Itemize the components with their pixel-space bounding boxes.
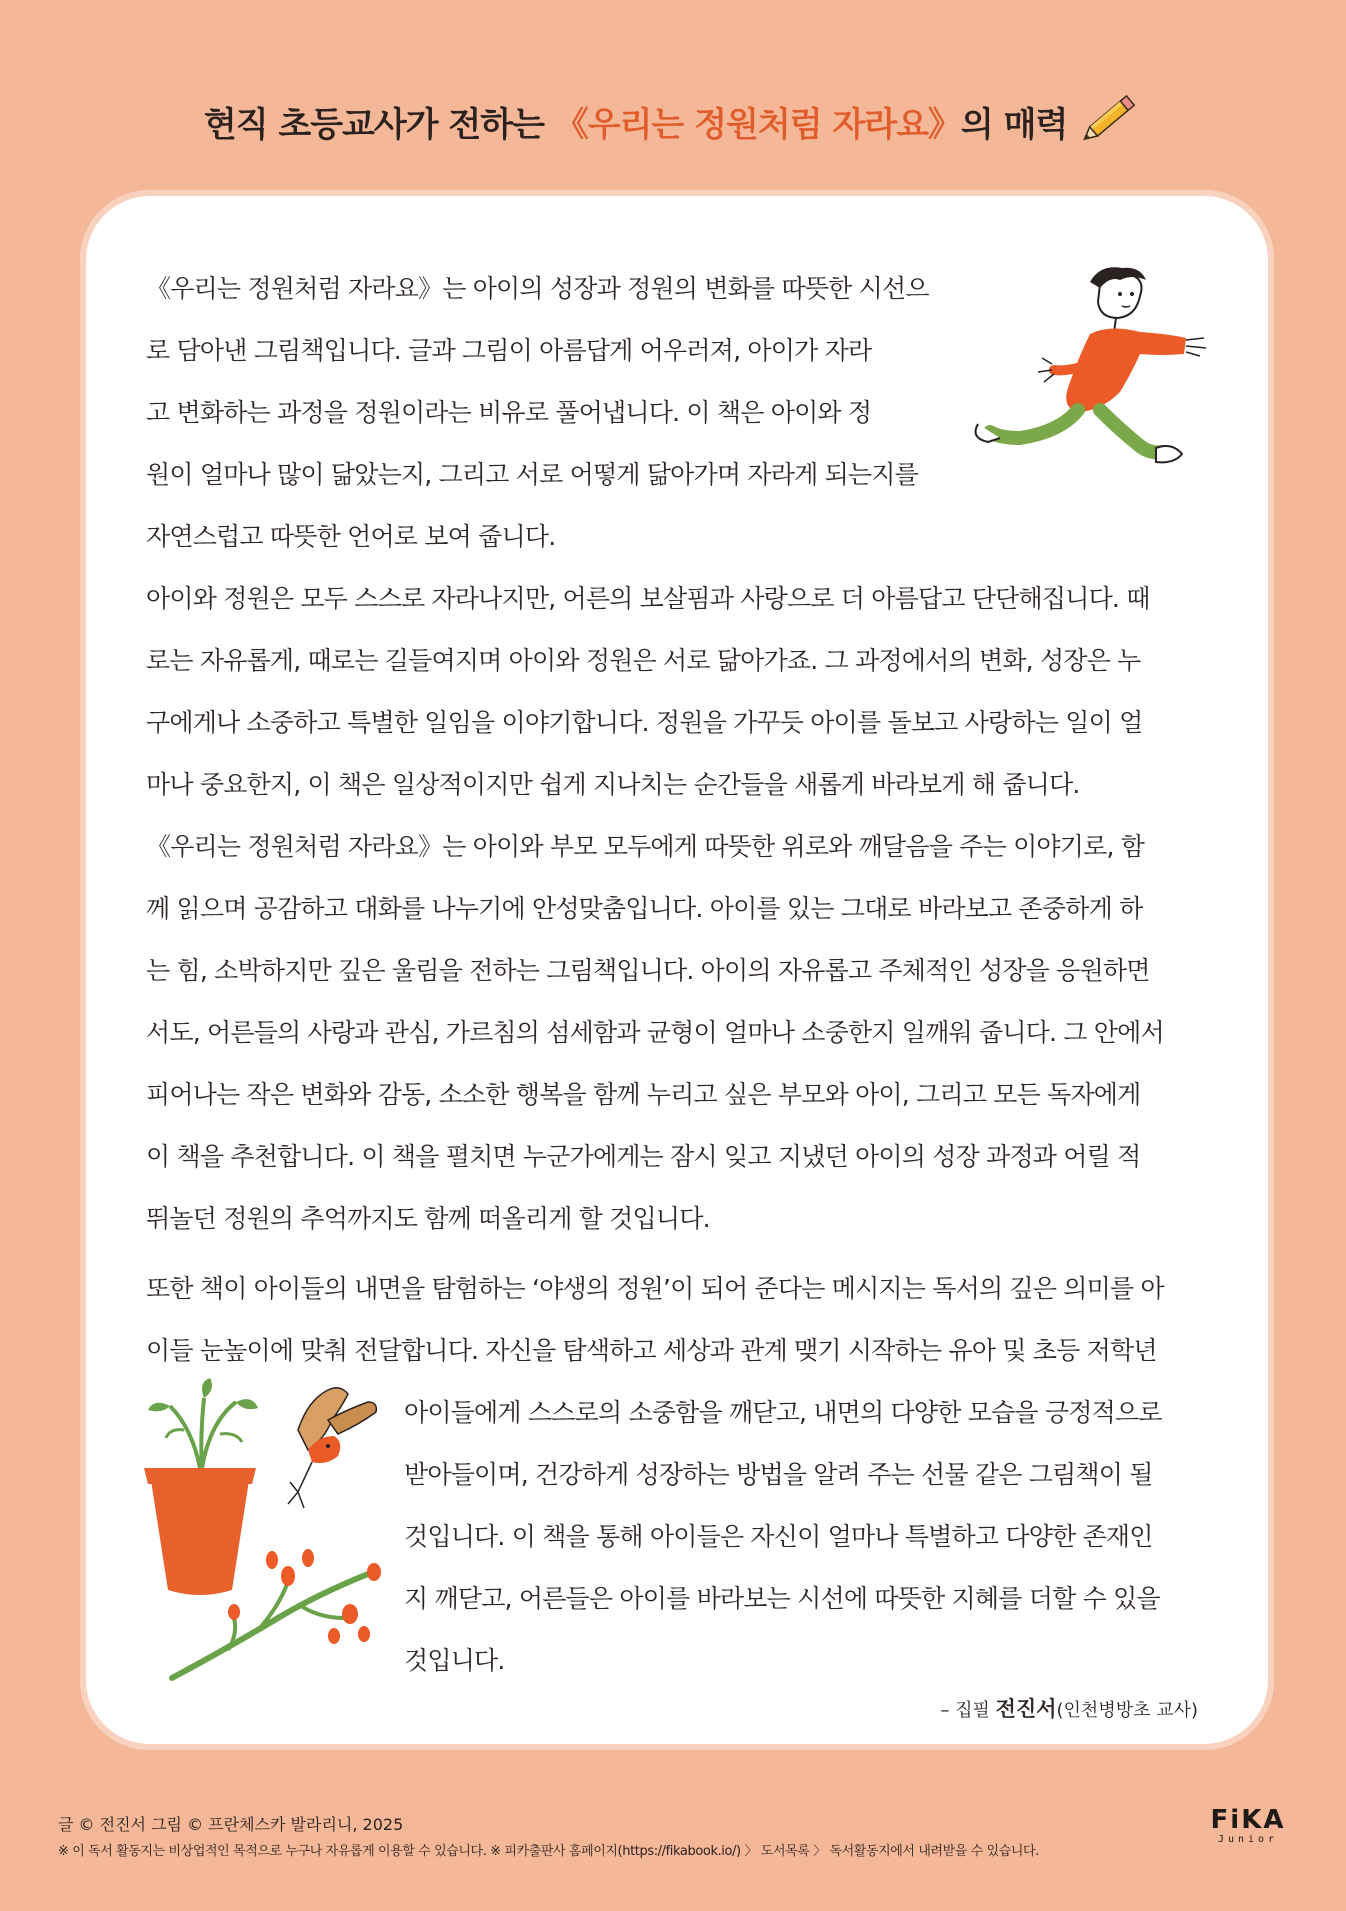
title-suffix: 의 매력 [960,105,1068,145]
title-prefix: 현직 초등교사가 전하는 [203,105,555,145]
text-line: 원이 얼마나 많이 닮았는지, 그리고 서로 어떻게 닮아가며 자라게 되는지를 [146,460,918,489]
title-book-name: 《우리는 정원처럼 자라요》 [554,105,961,145]
pencil-icon [1082,90,1142,151]
text-line: 로 담아낸 그림책입니다. 글과 그림이 아름답게 어우러져, 아이가 자라 [146,336,872,365]
signature-prefix: – 집필 [940,1700,996,1721]
text-line: 이 책을 추천합니다. 이 책을 펼치면 누군가에게는 잠시 잊고 지냈던 아이의 성장 과정과 어릴 적 [146,1142,1141,1171]
paragraph-closing-continued [404,1382,1204,1692]
text-line: 고 변화하는 과정을 정원이라는 비유로 풀어냅니다. 이 책은 아이와 정 [146,398,872,427]
logo-main-text: FiKA [1210,1805,1286,1835]
author-name: 전진서 [995,1697,1057,1721]
paragraph-intro [146,258,966,568]
text-line: 것입니다. [404,1646,505,1675]
flower-branch-illustration [168,1538,388,1688]
text-line: 아이들에게 스스로의 소중함을 깨닫고, 내면의 다양한 모습을 긍정적으로 [404,1398,1162,1427]
text-line: 《우리는 정원처럼 자라요》는 아이의 성장과 정원의 변화를 따뜻한 시선으 [146,274,929,303]
footer-note: ※ 이 독서 활동지는 비상업적인 목적으로 누구나 자유롭게 이용할 수 있습니다. ※ 피카출판사 홈페이지(https://fikabook.io/) 〉 도서목록 〉 독서활동지에서 내려받을 수 있습니다. [58,1844,1039,1859]
author-affiliation: (인천병방초 교사) [1056,1700,1198,1721]
paragraph-closing [146,1258,1206,1382]
text-line: 받아들이며, 건강하게 성장하는 방법을 알려 주는 선물 같은 그림책이 될 [404,1460,1153,1489]
text-line: 마나 중요한지, 이 책은 일상적이지만 쉽게 지나치는 순간들을 새롭게 바라보게 해 줍니다. [146,770,1080,799]
text-line: 《우리는 정원처럼 자라요》는 아이와 부모 모두에게 따뜻한 위로와 깨달음을 주는 이야기로, 함 [146,832,1145,861]
author-signature [940,1693,1198,1723]
footer-credit: 글 © 전진서 그림 © 프란체스카 발라리니, 2025 [58,1815,404,1834]
text-line: 아이와 정원은 모두 스스로 자라나지만, 어른의 보살핌과 사랑으로 더 아름답고 단단해집니다. 때 [146,584,1150,613]
text-line: 로는 자유롭게, 때로는 길들여지며 아이와 정원은 서로 닮아가죠. 그 과정에서의 변화, 성장은 누 [146,646,1141,675]
text-line: 지 깨닫고, 어른들은 아이를 바라보는 시선에 따뜻한 지혜를 더할 수 있을 [404,1584,1160,1613]
paragraph-main [146,568,1206,1250]
fika-junior-logo [1210,1806,1286,1845]
page-title [0,96,1346,157]
text-line: 것입니다. 이 책을 통해 아이들은 자신이 얼마나 특별하고 다양한 존재인 [404,1522,1153,1551]
text-line: 자연스럽고 따뜻한 언어로 보여 줍니다. [146,522,556,551]
bird-illustration [268,1380,388,1520]
running-boy-illustration [950,262,1220,482]
text-line: 피어나는 작은 변화와 감동, 소소한 행복을 함께 누리고 싶은 부모와 아이, 그리고 모든 독자에게 [146,1080,1141,1109]
logo-sub-text: Junior [1217,1834,1279,1845]
text-line: 서도, 어른들의 사랑과 관심, 가르침의 섬세함과 균형이 얼마나 소중한지 일깨워 줍니다. 그 안에서 [146,1018,1164,1047]
text-line: 또한 책이 아이들의 내면을 탐험하는 ‘야생의 정원’이 되어 준다는 메시지는 독서의 깊은 의미를 아 [146,1274,1164,1303]
text-line: 구에게나 소중하고 특별한 일임을 이야기합니다. 정원을 가꾸듯 아이를 돌보고 사랑하는 일이 얼 [146,708,1143,737]
text-line: 께 읽으며 공감하고 대화를 나누기에 안성맞춤입니다. 아이를 있는 그대로 바라보고 존중하게 하 [146,894,1143,923]
text-line: 뛰놀던 정원의 추억까지도 함께 떠올리게 할 것입니다. [146,1204,710,1233]
text-line: 는 힘, 소박하지만 깊은 울림을 전하는 그림책입니다. 아이의 자유롭고 주체적인 성장을 응원하면 [146,956,1150,985]
text-line: 이들 눈높이에 맞춰 전달합니다. 자신을 탐색하고 세상과 관계 맺기 시작하는 유아 및 초등 저학년 [146,1336,1157,1365]
